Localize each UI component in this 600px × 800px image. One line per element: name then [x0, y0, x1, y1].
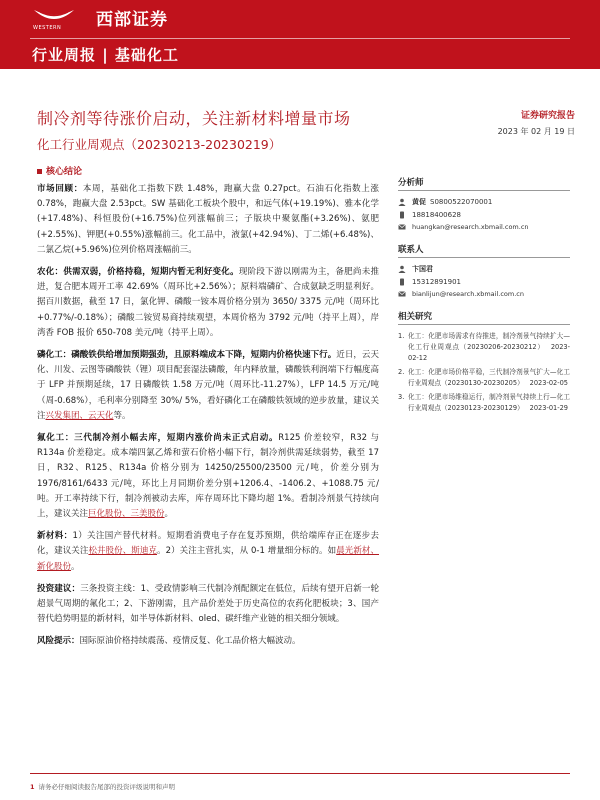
phone-icon	[398, 211, 406, 219]
report-date: 2023 年 02 月 19 日	[497, 127, 575, 136]
analyst-email[interactable]: huangkan@research.xbmail.com.cn	[412, 223, 529, 231]
paragraph-advice: 投资建议：三条投资主线：1、受政情影响三代制冷剂配额定在低位，后续有望开启新一轮超景气周期的氟化工；2、下游刚需，且产品价差处于历史高位的农药化肥板块；3、国产替代趋势明显的新材料，如半导体新材料、oled、碳纤维产业链的相关细分领域。	[37, 583, 379, 625]
report-subtitle: 化工行业周观点（20230213-20230219）	[37, 137, 282, 152]
analyst-phone: 18818400628	[412, 211, 461, 219]
header-divider	[30, 38, 570, 39]
page-number: 1	[30, 783, 35, 791]
stock-link[interactable]: 兴发集团、云天化	[45, 410, 114, 421]
paragraph-lead: 风险提示：	[37, 636, 80, 647]
paragraph-risk: 风险提示：国际原油价格持续震荡、疫情反复、化工品价格大幅波动。	[37, 636, 301, 647]
paragraph-lead: 农化：供需双弱，价格持稳，短期内暂无利好变化。	[37, 267, 239, 278]
footer-disclaimer: 请务必仔细阅读报告尾部的投资评级说明和声明	[38, 783, 176, 791]
contact-email[interactable]: bianlijun@research.xbmail.com.cn	[412, 290, 524, 298]
related-research-heading: 相关研究	[398, 310, 570, 325]
paragraph-lead: 氟化工：三代制冷剂小幅去库，短期内涨价尚未正式启动。	[37, 433, 279, 444]
paragraph-lead: 磷化工：磷酸铁供给增加预期强劲，且原料端成本下降，短期内价格快速下行。	[37, 350, 337, 361]
mail-icon	[398, 223, 406, 231]
paragraph-agri: 农化：供需双弱，价格持稳，短期内暂无利好变化。现阶段下游以刚需为主，备肥尚未推进，复合肥本周开工率 42.69%（周环比+2.56%）；原料端磷矿、合成氨缺乏明显利好。据百川数据，截至 17 日，氯化钾、磷酸一铵本周价格分别为 3650/ 3375 元/吨（周环比+0.77%/-0.18%）；磷酸二铵贸易商持续观望，本周价格为 3792 元/吨（持平上周），岸湾香 FOB 报价 650-708 美元/吨（持平上周）。	[37, 267, 379, 338]
report-type: 证券研究报告	[520, 111, 575, 121]
report-category: 行业周报 | 基础化工	[32, 46, 179, 64]
contact-phone-row	[398, 278, 570, 286]
contact-heading: 联系人	[398, 243, 570, 258]
paragraph-lead: 新材料：	[37, 531, 73, 542]
analyst-name: 黄促	[412, 198, 426, 206]
person-icon	[398, 198, 406, 206]
phone-icon	[398, 278, 406, 286]
footer-divider	[30, 773, 570, 774]
report-title: 制冷剂等待涨价启动，关注新材料增量市场	[37, 109, 351, 128]
company-name: 西部证券	[96, 10, 168, 30]
analyst-email-row	[398, 223, 570, 231]
bullet-icon	[37, 169, 42, 174]
page-footer	[30, 782, 175, 791]
report-header	[0, 0, 600, 69]
analyst-heading: 分析师	[398, 176, 570, 191]
paragraph-lead: 投资建议：	[37, 583, 81, 594]
related-research-list	[398, 331, 570, 414]
stock-link[interactable]: 晨光新材、新化股份	[37, 546, 379, 572]
paragraph-fluoro: 氟化工：三代制冷剂小幅去库，短期内涨价尚未正式启动。R125 价差较窄，R32 与 R134a 价差稳定。成本端四氯乙烯和萤石价格小幅下行，制冷剂供需延续弱势，截至 17 日，R32、R125、R134a 价格分别为 14250/25500/23500 元/吨，价差分别为 1976/8161/6433 元/吨，环比上月同期价差分别+1206.4、-1406.2、+1088.75 元/吨。开工率持续下行，制冷剂被动去库，库存周环比下降均超 1%。看制冷剂景气持续向上，建议关注巨化股份、三美股份。	[37, 433, 379, 520]
related-item[interactable]: 1. 化工：化肥市场需求有待推进，制冷剂景气持续扩大—化工行业周观点（20230206-20230212） 2023-02-12	[398, 332, 570, 362]
contact-name: 卞国君	[412, 265, 433, 273]
main-content	[37, 182, 379, 657]
analyst-cert: S0800522070001	[430, 198, 493, 206]
core-conclusion-heading: 核心结论	[37, 164, 82, 177]
sidebar	[398, 176, 570, 417]
related-item[interactable]: 2. 化工：化肥市场价格平稳，三代制冷剂景气扩大—化工行业周观点（20230130-20230205） 2023-02-05	[398, 368, 570, 387]
analyst-name-row	[398, 197, 570, 207]
analyst-phone-row	[398, 211, 570, 219]
contact-email-row	[398, 290, 570, 298]
logo-text: WESTERN	[33, 25, 62, 31]
contact-phone: 15312891901	[412, 278, 461, 286]
stock-link[interactable]: 松井股份、斯迪克	[88, 546, 158, 557]
mail-icon	[398, 290, 406, 298]
paragraph-lfp: 磷化工：磷酸铁供给增加预期强劲，且原料端成本下降，短期内价格快速下行。近日，云天化、川发、云图等磷酸铁（锂）项目配套湿法磷酸，年内释放量，磷酸铁利润端下行幅度高于 LFP 并预期延续，17 日磷酸铁 1.58 万元/吨（周环比-11.27%），LFP 14.5 万元/吨（周-0.68%），毛利率分别降至 30%/ 5%，看好磷化工在磷酸铁领域的逆步放量，建议关注兴发集团、云天化等。	[37, 350, 379, 421]
contact-name-row	[398, 264, 570, 274]
paragraph-lead: 市场回顾：	[37, 184, 83, 194]
related-item[interactable]: 3. 化工：化肥市场维稳运行，制冷剂景气持续上行—化工行业周观点（20230123-20230129） 2023-01-29	[398, 393, 570, 412]
paragraph-market: 市场回顾：本周，基础化工指数下跌 1.48%，跑赢大盘 0.27pct。石油石化指数上涨 0.78%，跑赢大盘 2.53pct。SW 基础化工板块个股中，和远气体(+19.19%)、雅本化学(+17.48%)、科恒股份(+16.75%)位列涨幅前三；子版块中聚氨酯(+3.26%)、氨肥(+2.55%)、钾肥(+0.55%)涨幅前三。化工品中，液氯(+42.94%)、丁二烯(+6.48%)、二氯乙烷(+5.96%)位列价格周涨幅前三。	[37, 184, 379, 255]
person-icon	[398, 265, 406, 273]
paragraph-newmat: 新材料：1）关注国产替代材料。短期看消费电子存在复苏预期，供给端库存正在逐步去化，建议关注松井股份、斯迪克。2）关注主营扎实，从 0-1 增量细分标的。如晨光新材、新化股份。	[37, 531, 379, 572]
stock-link[interactable]: 巨化股份、三美股份	[88, 509, 165, 520]
